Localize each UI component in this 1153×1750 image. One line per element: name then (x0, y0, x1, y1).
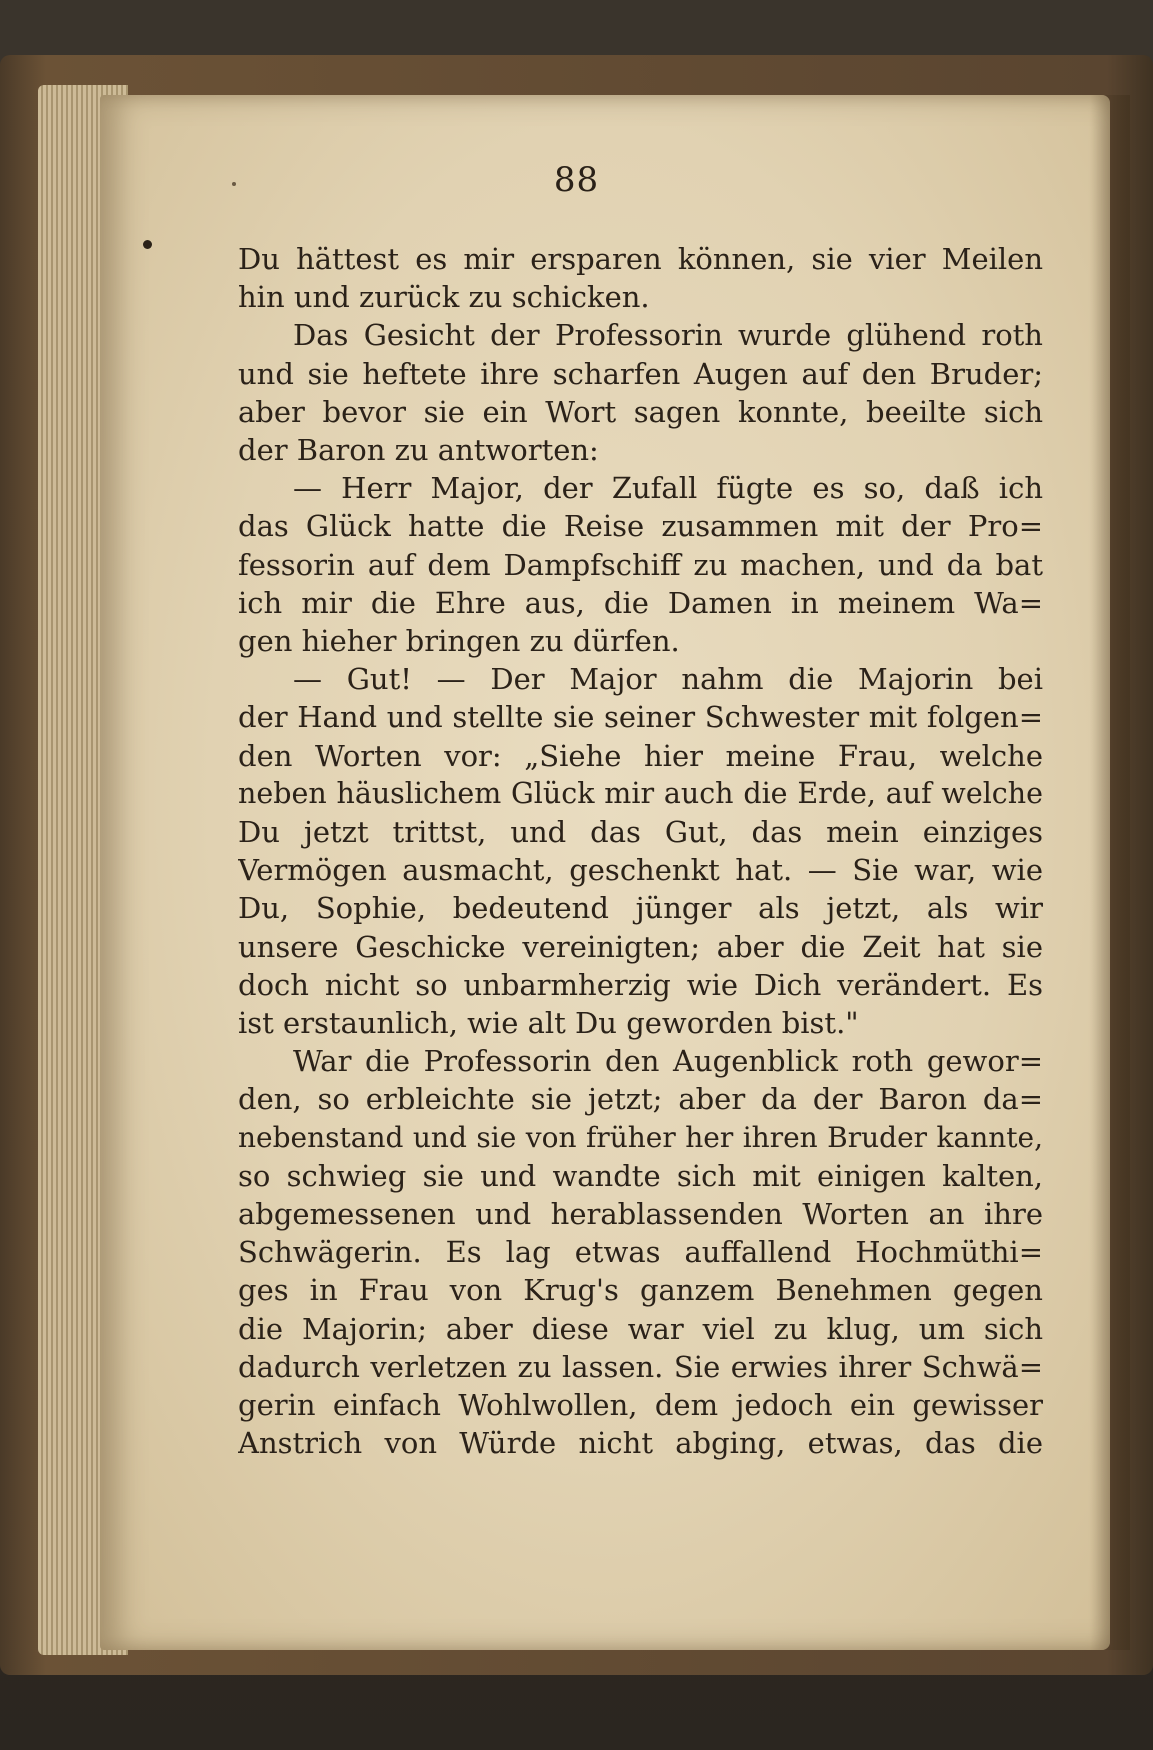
body-text (238, 240, 1043, 1463)
text-line: neben häuslichem Glück mir auch die Erde, auf welche (238, 776, 1043, 810)
text-line: Du, Sophie, bedeutend jünger als jetzt, als wir (238, 891, 1043, 926)
text-line: ich mir die Ehre aus, die Damen in meinem Wa= (238, 585, 1043, 620)
text-line: Das Gesicht der Professorin wurde glühend roth (293, 318, 1043, 353)
text-line: gerin einfach Wohlwollen, dem jedoch ein gewisser (238, 1388, 1043, 1423)
text-line: so schwieg sie und wandte sich mit einigen kalten, (238, 1158, 1043, 1193)
text-line: Du hättest es mir ersparen können, sie vier Meilen (238, 242, 1043, 276)
text-line: aber bevor sie ein Wort sagen konnte, beeilte sich (238, 394, 1043, 429)
text-line: der Baron zu antworten: (238, 433, 599, 468)
text-line: die Majorin; aber diese war viel zu klug, um sich (238, 1311, 1043, 1346)
text-line: abgemessenen und herablassenden Worten an ihre (238, 1197, 1043, 1232)
text-line: der Hand und stellte sie seiner Schwester mit folgen= (238, 700, 1043, 735)
spine-shadow (1090, 95, 1130, 1650)
page-number: 88 (553, 160, 600, 200)
text-line: nebenstand und sie von früher her ihren Bruder kannte, (238, 1120, 1043, 1154)
ink-dot (143, 240, 152, 249)
text-line: das Glück hatte die Reise zusammen mit der Pro= (238, 509, 1043, 544)
text-line: War die Professorin den Augenblick roth gewor= (293, 1044, 1043, 1079)
text-line: Du jetzt trittst, und das Gut, das mein einziges (238, 815, 1043, 850)
text-line: — Herr Major, der Zufall fügte es so, daß ich (293, 471, 1043, 506)
text-line: dadurch verletzen zu lassen. Sie erwies ihrer Schwä= (238, 1349, 1043, 1384)
text-line: den, so erbleichte sie jetzt; aber da der Baron da= (238, 1082, 1043, 1117)
text-line: und sie heftete ihre scharfen Augen auf den Bruder; (238, 356, 1043, 391)
text-line: den Worten vor: „Siehe hier meine Frau, welche (238, 738, 1043, 773)
text-line: unsere Geschicke vereinigten; aber die Zeit hat sie (238, 929, 1043, 964)
text-line: Anstrich von Würde nicht abging, etwas, das die (238, 1426, 1043, 1461)
text-line: Schwägerin. Es lag etwas auffallend Hochmüthi= (238, 1235, 1043, 1270)
text-line: — Gut! — Der Major nahm die Majorin bei (293, 662, 1043, 697)
text-line: ist erstaunlich, wie alt Du geworden bist." (238, 1006, 859, 1041)
text-line: fessorin auf dem Dampfschiff zu machen, und da bat (238, 547, 1043, 582)
text-line: Vermögen ausmacht, geschenkt hat. — Sie war, wie (238, 853, 1043, 888)
text-line: gen hieher bringen zu dürfen. (238, 624, 680, 659)
text-line: ges in Frau von Krug's ganzem Benehmen gegen (238, 1273, 1043, 1308)
text-line: doch nicht so unbarmherzig wie Dich verändert. Es (238, 967, 1043, 1002)
text-line: hin und zurück zu schicken. (238, 280, 650, 315)
